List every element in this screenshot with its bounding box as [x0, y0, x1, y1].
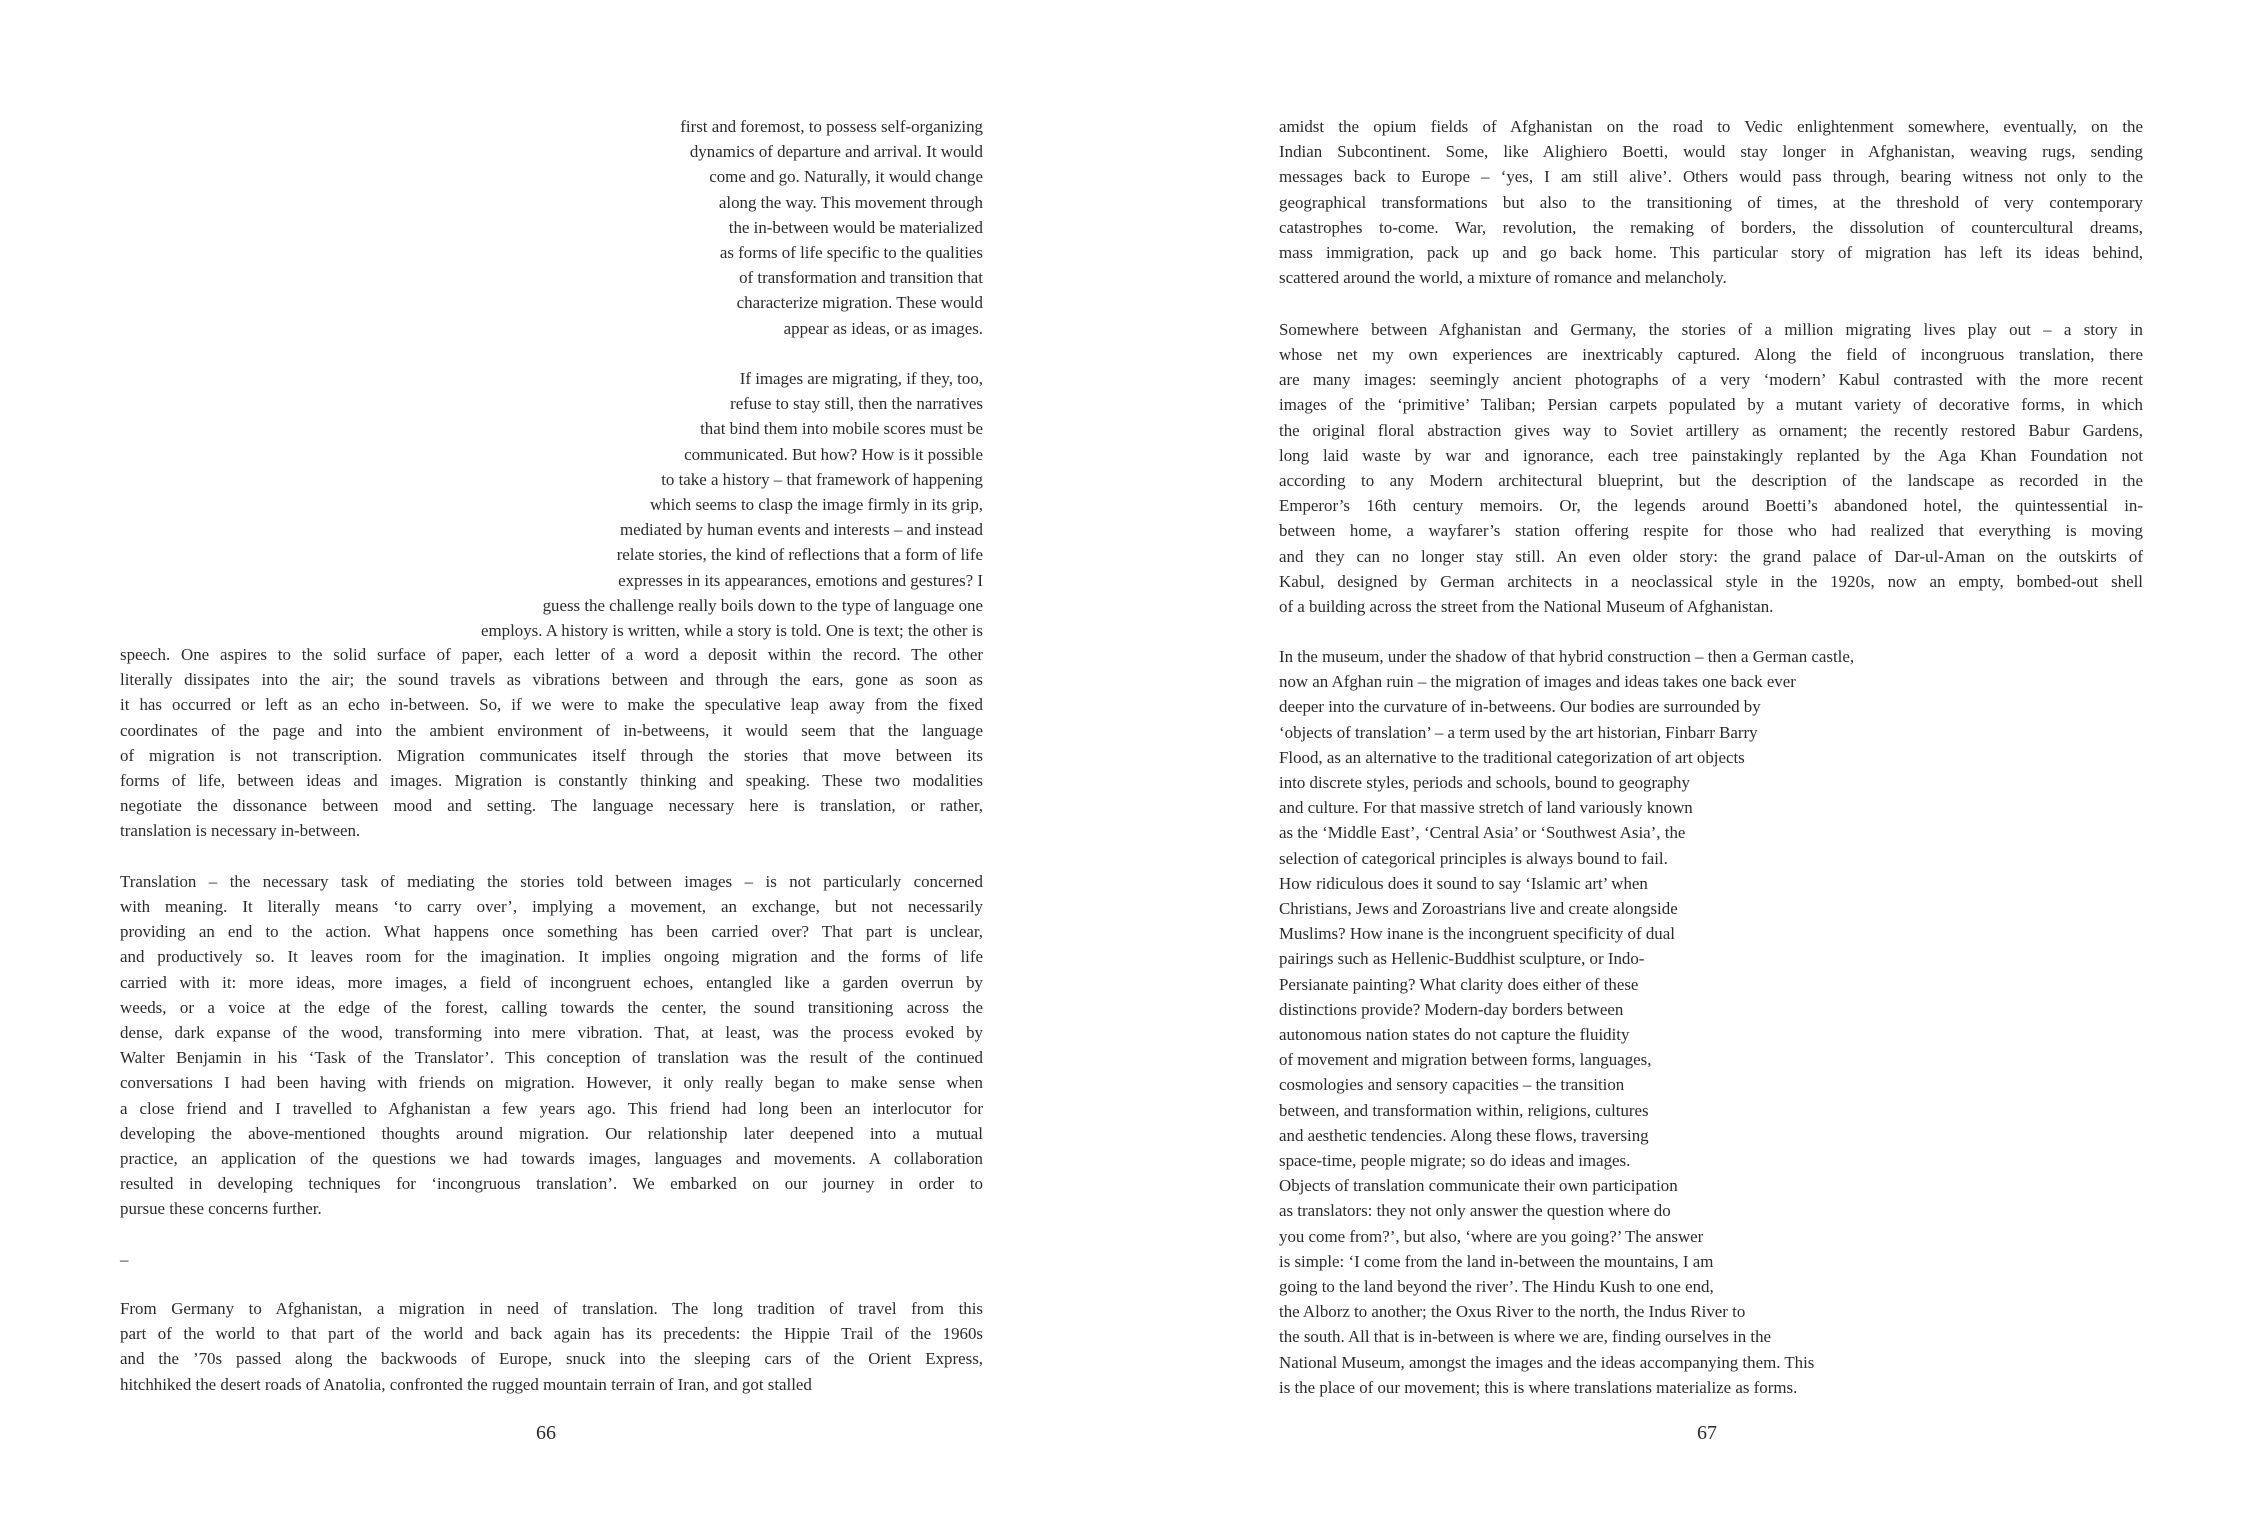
text-line: and productively so. It leaves room for the imagination. It implies ongoing migration and the forms of life — [120, 947, 983, 967]
text-line: Kabul, designed by German architects in a neoclassical style in the 1920s, now an empty, bombed-out shell — [1279, 571, 2143, 591]
text-line: cosmologies and sensory capacities – the transition — [1279, 1075, 1625, 1095]
text-line: catastrophes to-come. War, revolution, the remaking of borders, the dissolution of countercultural dreams, — [1279, 217, 2143, 237]
text-line: deeper into the curvature of in-betweens. Our bodies are surrounded by — [1279, 697, 1761, 717]
text-line: – — [120, 1249, 129, 1269]
text-line: forms of life, between ideas and images. Migration is constantly thinking and speaking. These two modalities — [120, 771, 983, 790]
text-line: and culture. For that massive stretch of land variously known — [1279, 798, 1693, 818]
text-line: dynamics of departure and arrival. It would — [689, 142, 983, 162]
text-line: pursue these concerns further. — [120, 1199, 322, 1219]
page-number-left: 66 — [536, 1422, 556, 1444]
text-line: which seems to clasp the image firmly in its grip, — [649, 495, 983, 514]
text-line: and the ’70s passed along the backwoods of Europe, snuck into the sleeping cars of the Orient Express, — [120, 1349, 983, 1369]
text-line: expresses in its appearances, emotions and gestures? I — [618, 570, 983, 590]
text-line: along the way. This movement through — [718, 192, 983, 212]
text-line: characterize migration. These would — [736, 293, 983, 313]
text-line: Somewhere between Afghanistan and Germany, the stories of a million migrating lives play out – a story in — [1279, 319, 2143, 339]
text-line: communicated. But how? How is it possible — [684, 444, 983, 464]
text-line: In the museum, under the shadow of that hybrid construction – then a German castle, — [1279, 647, 1855, 666]
text-line: that bind them into mobile scores must be — [700, 419, 983, 439]
text-line: is the place of our movement; this is where translations materialize as forms. — [1279, 1377, 1798, 1397]
text-line: to take a history – that framework of happening — [661, 469, 983, 489]
text-line: If images are migrating, if they, too, — [739, 369, 983, 388]
text-line: into discrete styles, periods and schools, bound to geography — [1279, 773, 1690, 792]
text-line: geographical transformations but also to the transitioning of times, at the threshold of very contemporary — [1279, 192, 2143, 212]
text-line: pairings such as Hellenic-Buddhist sculpture, or Indo- — [1279, 949, 1645, 969]
text-line: of a building across the street from the National Museum of Afghanistan. — [1279, 597, 1774, 617]
text-line: long laid waste by war and ignorance, each tree painstakingly replanted by the Aga Khan Foundation not — [1279, 445, 2143, 465]
text-line: first and foremost, to possess self-organizing — [680, 117, 983, 136]
text-line: providing an end to the action. What happens once something has been carried over? That part is unclear, — [120, 922, 983, 942]
text-line: How ridiculous does it sound to say ‘Islamic art’ when — [1279, 873, 1648, 893]
text-line: between home, a wayfarer’s station offering respite for those who had realized that everything is moving — [1279, 521, 2143, 541]
text-line: guess the challenge really boils down to the type of language one — [542, 595, 983, 615]
text-line: From Germany to Afghanistan, a migration in need of translation. The long tradition of travel from this — [120, 1298, 983, 1318]
text-line: National Museum, amongst the images and the ideas accompanying them. This — [1279, 1352, 1815, 1372]
text-line: mediated by human events and interests – and instead — [619, 520, 983, 540]
text-line: between, and transformation within, religions, cultures — [1279, 1100, 1649, 1120]
text-line: distinctions provide? Modern-day borders between — [1279, 999, 1624, 1019]
text-line: the in-between would be materialized — [728, 217, 983, 237]
text-line: translation is necessary in-between. — [120, 821, 361, 841]
text-line: as the ‘Middle East’, ‘Central Asia’ or ‘Southwest Asia’, the — [1279, 823, 1686, 843]
text-line: come and go. Naturally, it would change — [709, 167, 983, 187]
text-line: of transformation and transition that — [739, 268, 983, 288]
text-line: carried with it: more ideas, more images, a field of incongruent echoes, entangled like a garden overrun by — [120, 972, 983, 992]
text-line: going to the land beyond the river’. The Hindu Kush to one end, — [1279, 1277, 1714, 1296]
page-number-right: 67 — [1697, 1422, 1717, 1444]
text-line: you come from?’, but also, ‘where are you going?’ The answer — [1279, 1226, 1704, 1246]
text-line: Flood, as an alternative to the traditional categorization of art objects — [1279, 747, 1745, 767]
text-line: of migration is not transcription. Migration communicates itself through the stories that move between its — [120, 745, 983, 765]
text-line: now an Afghan ruin – the migration of images and ideas takes one back ever — [1279, 672, 1796, 692]
text-line: Christians, Jews and Zoroastrians live and create alongside — [1279, 899, 1678, 918]
text-line: dense, dark expanse of the wood, transforming into mere vibration. That, at least, was the process evoked by — [120, 1023, 983, 1042]
text-line: developing the above-mentioned thoughts around migration. Our relationship later deepened into a mutual — [120, 1123, 983, 1143]
text-line: with meaning. It literally means ‘to carry over’, implying a movement, an exchange, but not necessarily — [120, 897, 983, 916]
text-line: relate stories, the kind of reflections that a form of life — [616, 545, 983, 565]
text-line: are many images: seemingly ancient photographs of a very ‘modern’ Kabul contrasted with the more recent — [1279, 370, 2143, 390]
text-line: refuse to stay still, then the narratives — [730, 394, 983, 414]
text-line: images of the ‘primitive’ Taliban; Persian carpets populated by a mutant variety of decorative forms, in which — [1279, 395, 2143, 415]
text-line: space-time, people migrate; so do ideas and images. — [1279, 1151, 1631, 1170]
text-line: selection of categorical principles is always bound to fail. — [1279, 848, 1668, 868]
text-line: as translators: they not only answer the question where do — [1279, 1201, 1671, 1221]
text-line: resulted in developing techniques for ‘incongruous translation’. We embarked on our journey in order to — [120, 1174, 983, 1194]
text-line: conversations I had been having with friends on migration. However, it only really began to make sense when — [120, 1073, 983, 1093]
text-line: Translation – the necessary task of mediating the stories told between images – is not particularly concerned — [120, 871, 983, 891]
text-line: autonomous nation states do not capture the fluidity — [1279, 1025, 1630, 1044]
text-line: messages back to Europe – ‘yes, I am still alive’. Others would pass through, bearing witness not only to the — [1279, 167, 2143, 187]
text-line: employs. A history is written, while a story is told. One is text; the other is — [481, 621, 983, 640]
text-line: of movement and migration between forms, languages, — [1279, 1050, 1652, 1070]
text-line: Persianate painting? What clarity does either of these — [1279, 974, 1639, 994]
text-line: practice, an application of the questions we had towards images, languages and movements. A collaboration — [120, 1149, 983, 1168]
text-line: the south. All that is in-between is where we are, finding ourselves in the — [1279, 1327, 1772, 1347]
text-line: ‘objects of translation’ – a term used by the art historian, Finbarr Barry — [1279, 722, 1758, 742]
text-line: coordinates of the page and into the ambient environment of in-betweens, it would seem that the language — [120, 720, 983, 740]
left-page — [0, 0, 1122, 1536]
text-line: Objects of translation communicate their own participation — [1279, 1176, 1678, 1196]
text-line: literally dissipates into the air; the sound travels as vibrations between and through the ears, gone as soon as — [120, 670, 983, 690]
text-line: weeds, or a voice at the edge of the forest, calling towards the center, the sound transitioning across the — [120, 997, 983, 1017]
text-line: whose net my own experiences are inextricably captured. Along the field of incongruous translation, there — [1279, 345, 2143, 365]
text-line: Muslims? How inane is the incongruent specificity of dual — [1279, 924, 1675, 944]
text-line: mass immigration, pack up and go back home. This particular story of migration has left its ideas behind, — [1279, 243, 2143, 262]
text-line: and aesthetic tendencies. Along these flows, traversing — [1279, 1125, 1649, 1145]
text-line: scattered around the world, a mixture of romance and melancholy. — [1279, 268, 1727, 288]
text-line: part of the world to that part of the world and back again has its precedents: the Hippie Trail of the 1960s — [120, 1324, 983, 1344]
text-line: the Alborz to another; the Oxus River to the north, the Indus River to — [1279, 1302, 1746, 1322]
text-line: Indian Subcontinent. Some, like Alighiero Boetti, would stay longer in Afghanistan, weaving rugs, sending — [1279, 142, 2143, 162]
text-line: it has occurred or left as an echo in-between. So, if we were to make the speculative leap away from the fixed — [120, 695, 983, 715]
text-line: according to any Modern architectural blueprint, but the description of the landscape as recorded in the — [1279, 471, 2143, 491]
text-line: Emperor’s 16th century memoirs. Or, the legends around Boetti’s abandoned hotel, the quintessential in- — [1279, 496, 2143, 516]
text-line: negotiate the dissonance between mood and setting. The language necessary here is translation, or rather, — [120, 796, 983, 816]
text-line: as forms of life specific to the qualities — [719, 243, 983, 262]
text-line: amidst the opium fields of Afghanistan on the road to Vedic enlightenment somewhere, eventually, on the — [1279, 117, 2143, 136]
text-line: speech. One aspires to the solid surface of paper, each letter of a word a deposit within the record. The other — [120, 645, 983, 664]
text-line: Walter Benjamin in his ‘Task of the Translator’. This conception of translation was the result of the continued — [120, 1048, 983, 1068]
text-line: and they can no longer stay still. An even older story: the grand palace of Dar-ul-Aman on the outskirts of — [1279, 546, 2143, 566]
text-line: hitchhiked the desert roads of Anatolia, confronted the rugged mountain terrain of Iran, and got stalled — [120, 1374, 812, 1394]
text-line: a close friend and I travelled to Afghanistan a few years ago. This friend had long been an interlocutor for — [120, 1098, 983, 1118]
text-line: is simple: ‘I come from the land in-between the mountains, I am — [1279, 1251, 1714, 1271]
right-page — [1122, 0, 2245, 1536]
text-line: the original floral abstraction gives way to Soviet artillery as ornament; the recently restored Babur Gardens, — [1279, 420, 2143, 440]
text-line: appear as ideas, or as images. — [783, 318, 983, 338]
